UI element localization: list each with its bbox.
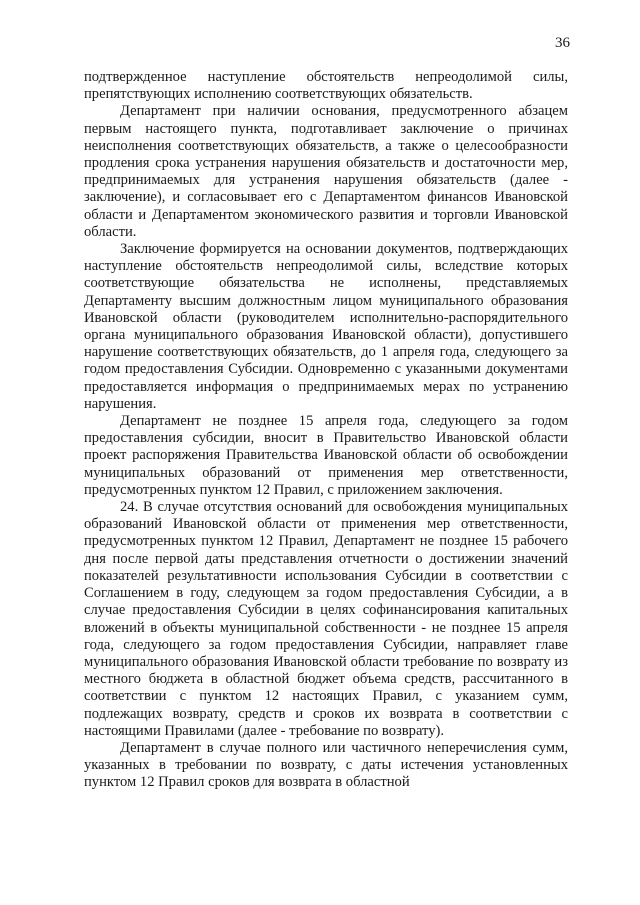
- paragraph-conclusion-basis: Заключение формируется на основании документов, подтверждающих наступление обстоятельств непреодолимой силы, вследствие которых соответствующие обязательства не исполнены, представляемых Департаменту высшим должностным лицом муниципального образования Ивановской области (руководителем исполнительно-распорядительного органа муниципального образования Ивановской области), допустившего нарушение соответствующих обязательств, до 1 апреля года, следующего за годом предоставления Субсидии. Одновременно с указанными документами предоставляется информация о предпринимаемых мерах по устранению нарушения.: [84, 241, 568, 412]
- paragraph-non-transfer: Департамент в случае полного или частичного неперечисления сумм, указанных в требовании по возврату, с даты истечения установленных пунктом 12 Правил сроков для возврата в областной: [84, 739, 568, 791]
- document-body: [84, 69, 568, 792]
- paragraph-continuation: подтвержденное наступление обстоятельств непреодолимой силы, препятствующих исполнению соответствующих обязательств.: [84, 69, 568, 103]
- paragraph-conclusion-preparation: Департамент при наличии основания, предусмотренного абзацем первым настоящего пункта, подготавливает заключение о причинах неисполнения соответствующих обязательств, а также о целесообразности продления срока устранения нарушения обязательств и достаточности мер, предпринимаемых для устранения нарушения обязательств (далее - заключение), и согласовывает его с Департаментом финансов Ивановской области и Департаментом экономического развития и торговли Ивановской области.: [84, 103, 568, 240]
- paragraph-item-24: 24. В случае отсутствия оснований для освобождения муниципальных образований Ивановской области от применения мер ответственности, предусмотренных пунктом 12 Правил, Департамент не позднее 15 рабочего дня после первой даты представления отчетности о достижении значений показателей результативности использования Субсидии в соответствии с Соглашением в году, следующем за годом предоставления Субсидии, а в случае предоставления Субсидии в целях софинансирования капитальных вложений в объекты муниципальной собственности - не позднее 15 апреля года, следующего за годом предоставления Субсидии, направляет главе муниципального образования Ивановской области требование по возврату из местного бюджета в областной бюджет объема средств, рассчитанного в соответствии с пунктом 12 настоящих Правил, с указанием сумм, подлежащих возврату, средств и сроков их возврата в соответствии с настоящими Правилами (далее - требование по возврату).: [84, 499, 568, 739]
- paragraph-draft-order: Департамент не позднее 15 апреля года, следующего за годом предоставления субсидии, вносит в Правительство Ивановской области проект распоряжения Правительства Ивановской области об освобождении муниципальных образований от применения мер ответственности, предусмотренных пунктом 12 Правил, с приложением заключения.: [84, 413, 568, 498]
- page-number: 36: [555, 35, 570, 51]
